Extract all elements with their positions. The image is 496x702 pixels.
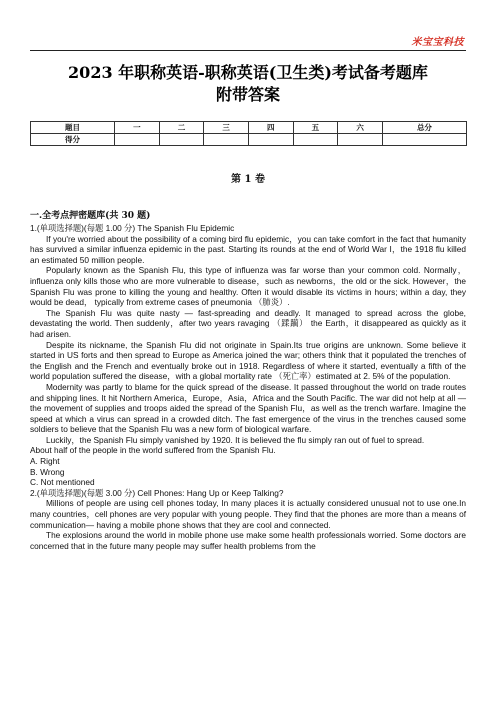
document-title bbox=[0, 62, 496, 106]
answer-option-c: C. Not mentioned bbox=[30, 477, 95, 488]
score-input-cell bbox=[338, 134, 383, 146]
question-1-heading: 1.(单项选择题)(每题 1.00 分) The Spanish Flu Epidemic bbox=[30, 223, 235, 233]
answer-option-a: A. Right bbox=[30, 456, 60, 467]
score-table-score-row bbox=[31, 134, 467, 146]
score-input-cell bbox=[159, 134, 204, 146]
score-cell: 一 bbox=[115, 122, 160, 134]
question-1-statement: About half of the people in the world suffered from the Spanish Flu. bbox=[30, 445, 276, 456]
question-1-paragraph: Popularly known as the Spanish Flu, this type of influenza was far worse than your common cold. Normally，influenza only kills those who are more vulnerable to disease，such as newborns，the old or the sick. However，the Spanish Flu was prone to killing the young and healthy. Often it would disable its victims in hours; within a day, they would be dead， typically from extreme cases of pneumonia （肺炎）. bbox=[30, 265, 466, 308]
score-input-cell bbox=[382, 134, 466, 146]
score-input-cell bbox=[115, 134, 160, 146]
score-table-header-row bbox=[31, 122, 467, 134]
question-2-heading: 2.(单项选择题)(每题 3.00 分) Cell Phones: Hang Up or Keep Talking? bbox=[30, 487, 284, 498]
score-cell: 题目 bbox=[31, 122, 115, 134]
question-2-paragraph: The explosions around the world in mobile phone use make some health professionals worried. Some doctors are concerned that in the future many people may suffer health problems from the bbox=[30, 530, 466, 551]
score-cell: 五 bbox=[293, 122, 338, 134]
score-cell: 二 bbox=[159, 122, 204, 134]
question-1-paragraph: Modernity was partly to blame for the quick spread of the disease. It passed throughout the world on trade routes and shipping lines. It hit Northern America，Europe，Asia，Africa and the South Pacific. The war did not help at all — the movement of supplies and troops aided the spread of the Spanish Flu，as well as the trench warfare. Imagine the speed at which a virus can spread in a crowded ditch. The fast emergence of the virus in the trenches caused some soldiers to believe that the Spanish Flu was a new form of biological warfare. bbox=[30, 381, 466, 435]
score-cell: 三 bbox=[204, 122, 249, 134]
title-line-2: 附带答案 bbox=[215, 85, 280, 104]
score-cell: 总分 bbox=[382, 122, 466, 134]
question-1-paragraph: Luckily，the Spanish Flu simply vanished by 1920. It is believed the flu simply ran out of fuel to spread. bbox=[46, 434, 425, 445]
title-line-1: 2023 年职称英语-职称英语(卫生类)考试备考题库 bbox=[68, 63, 428, 82]
volume-heading: 第 1 卷 bbox=[231, 174, 265, 185]
question-1-paragraph: If you're worried about the possibility of a coming bird flu epidemic，you can take comfort in the fact that humanity has survived a similar influenza epidemic in the past. Starting its rounds at the end of World War I，the 1918 flu killed an estimated 50 million people. bbox=[30, 233, 466, 265]
section-heading: 一.全考点押密题库(共 30 题) bbox=[30, 211, 151, 221]
score-cell: 六 bbox=[338, 122, 383, 134]
question-2-paragraph: Millions of people are using cell phones today, In many places it is actually considered unusual not to use one.In many countries，cell phones are very popular with young people. They find that the phones are more than a means of communication— having a mobile phone shows that they are cool and connected. bbox=[30, 498, 466, 530]
score-table bbox=[30, 121, 467, 146]
question-content bbox=[30, 210, 466, 551]
header-rule bbox=[30, 50, 466, 51]
question-1-paragraph: Despite its nickname, the Spanish Flu did not originate in Spain.Its true origins are unknown. Some believe it started in US forts and then spread to Europe as America joined the war; others think that it populated the trenches of the English and the French and eventually broke out in 1918. Regardless of where it started, eventually a fifth of the world population suffered the disease，with a global mortality rate （死亡率）estimated at 2. 5% of the population. bbox=[30, 339, 466, 382]
score-input-cell bbox=[293, 134, 338, 146]
score-cell: 四 bbox=[248, 122, 293, 134]
brand-logo: 米宝宝科技 bbox=[411, 37, 464, 48]
answer-option-b: B. Wrong bbox=[30, 466, 65, 477]
score-input-cell bbox=[204, 134, 249, 146]
score-input-cell bbox=[248, 134, 293, 146]
score-cell: 得分 bbox=[31, 134, 115, 146]
question-1-paragraph: The Spanish Flu was quite nasty — fast-spreading and deadly. It managed to spread across the globe, devastating the world. Then suddenly，after two years ravaging （蹂躏） the Earth，it disappeared as quickly as it had arisen. bbox=[30, 307, 466, 339]
